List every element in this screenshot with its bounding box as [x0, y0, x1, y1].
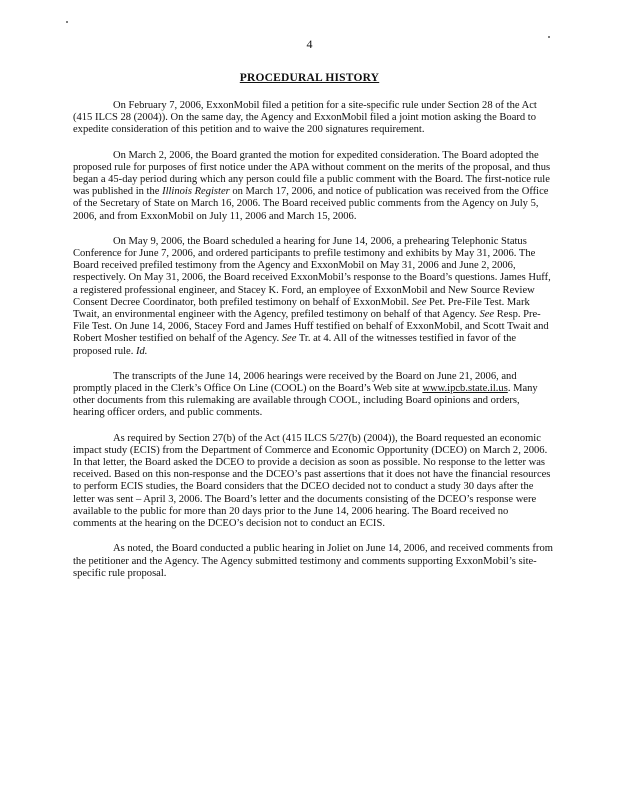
illinois-register-citation: Illinois Register: [162, 186, 230, 198]
paragraph-economic-impact-study: As required by Section 27(b) of the Act (415 ILCS 5/27(b) (2004)), the Board requested an economic impact study (ECIS) from the Department of Commerce and Economic Opportunity (DCEO) on March 2, 2006. In that letter, the Board asked the DCEO to provide a decision as soon as possible. No response to the letter was received. Based on this non-response and the DCEO’s past assertions that it does not have the financial resources to perform ECIS studies, the Board considers that the DCEO decided not to conduct a study 30 days after the letter was sent – April 3, 2006. The Board’s letter and the documents consisting of the DCEO’s response were available to the public for more than 20 days prior to the June 14, 2006 hearing. The Board received no comments at the hearing on the DCEO’s decision not to conduct an ECIS.: [73, 432, 551, 530]
see-signal: See: [479, 309, 495, 321]
section-heading: PROCEDURAL HISTORY: [239, 72, 380, 84]
see-signal: See: [281, 333, 297, 345]
paragraph-transcripts: The transcripts of the June 14, 2006 hearings were received by the Board on June 21, 2006, and promptly placed in the Clerk’s Office On Line (COOL) on the Board’s Web site at www.ipcb.state.il.us. Many other documents from this rulemaking are available through COOL, including Board opinions and orders, hearing officer orders, and public comments.: [73, 370, 538, 419]
paragraph-public-hearing: As noted, the Board conducted a public hearing in Joliet on June 14, 2006, and received comments from the petitioner and the Agency. The Agency submitted testimony and comments supporting ExxonMobil’s site-specific rule proposal.: [73, 543, 553, 579]
see-signal: See: [411, 296, 427, 308]
page-number: 4: [306, 37, 313, 51]
scan-speck: [66, 21, 68, 23]
paragraph-petition-filed: On February 7, 2006, ExxonMobil filed a petition for a site-specific rule under Section 28 of the Act (415 ILCS 28 (2004)). On the same day, the Agency and ExxonMobil filed a joint motion asking the Board to expedite consideration of this petition and to waive the 200 signatures requirement.: [73, 100, 537, 136]
id-signal: Id.: [135, 345, 148, 357]
paragraph-first-notice: On March 2, 2006, the Board granted the motion for expedited consideration. The Board adopted the proposed rule for purposes of first notice under the APA without comment on the merits of the proposal, and thus began a 45-day period during which any person could file a public comment with the Board. The first-notice rule was published in the Illinois Register on March 17, 2006, and notice of publication was received from the Office of the Secretary of State on March 16, 2006. The Board received public comments from the Agency on July 5, 2006, and from ExxonMobil on July 11, 2006 and March 15, 2006.: [73, 149, 551, 222]
paragraph-hearing-schedule: On May 9, 2006, the Board scheduled a hearing for June 14, 2006, a prehearing Telephonic Status Conference for June 7, 2006, and ordered participants to prefile testimony and exhibits by May 31, 2006. The Board received prefiled testimony from the Agency and ExxonMobil on May 31, 2006 and June 2, 2006, respectively. On May 31, 2006, the Board received ExxonMobil’s response to the Board’s questions. James Huff, a registered professional engineer, and Stacey K. Ford, an employee of ExxonMobil and New Source Review Consent Decree Coordinator, both prefiled testimony on behalf of ExxonMobil. See Pet. Pre-File Test. Mark Twait, an environmental engineer with the Agency, prefiled testimony on behalf of that Agency. See Resp. Pre-File Test. On June 14, 2006, Stacey Ford and James Huff testified on behalf of ExxonMobil, and Scott Twait and Robert Mosher testified on behalf of the Agency. See Tr. at 4. All of the witnesses testified in favor of the proposed rule. Id.: [73, 235, 551, 357]
body-text: [73, 100, 553, 593]
board-website-link[interactable]: www.ipcb.state.il.us: [422, 383, 508, 395]
